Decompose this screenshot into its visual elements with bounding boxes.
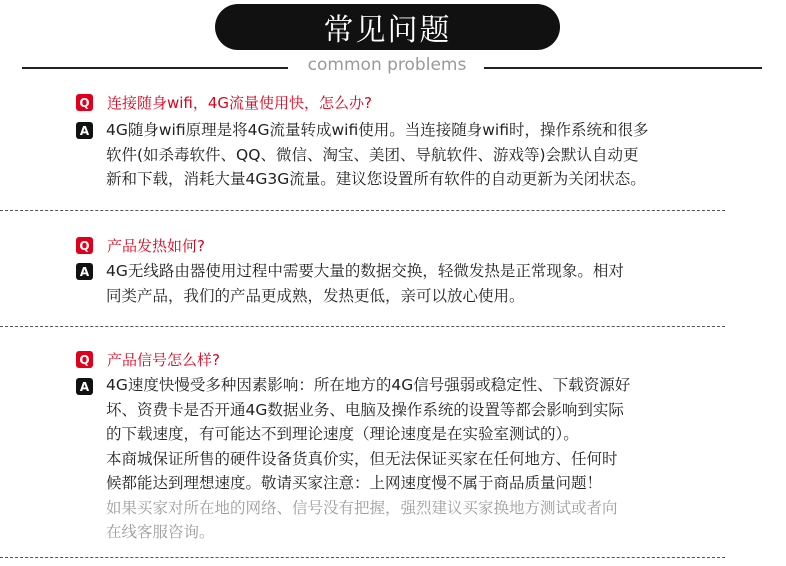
q-badge-icon: Q xyxy=(76,351,93,368)
faq-question: 连接随身wifi，4G流量使用快，怎么办? xyxy=(107,94,373,112)
header-rule-right xyxy=(484,67,762,69)
faq-answer xyxy=(106,259,706,308)
page-subtitle: common problems xyxy=(307,55,467,75)
header-rule-left xyxy=(22,67,288,69)
q-badge-icon: Q xyxy=(76,237,93,254)
a-badge-icon: A xyxy=(76,263,93,280)
faq-question-row xyxy=(76,349,220,370)
page-title: 常见问题 xyxy=(215,4,560,50)
answer-line: 坏、资费卡是否开通4G数据业务、电脑及操作系统的设置等都会影响到实际 xyxy=(106,400,624,419)
answer-line: 4G速度快慢受多种因素影响：所在地方的4G信号强弱或稳定性、下载资源好 xyxy=(106,376,631,394)
answer-line: 的下载速度，有可能达不到理论速度（理论速度是在实验室测试的）。 xyxy=(106,425,579,443)
faq-answer xyxy=(106,373,706,545)
a-badge-icon: A xyxy=(76,378,93,395)
answer-muted-line: 如果买家对所在地的网络、信号没有把握，强烈建议买家换地方测试或者向 xyxy=(106,498,618,517)
answer-line: 4G无线路由器使用过程中需要大量的数据交换，轻微发热是正常现象。相对 xyxy=(106,262,624,280)
answer-muted-line: 在线客服咨询。 xyxy=(106,523,215,541)
answer-line: 软件(如杀毒软件、QQ、微信、淘宝、美团、导航软件、游戏等)会默认自动更 xyxy=(106,145,639,164)
faq-question-row xyxy=(76,92,372,113)
answer-line: 4G随身wifi原理是将4G流量转成wifi使用。当连接随身wifi时，操作系统和很多 xyxy=(106,121,649,139)
answer-line: 候都能达到理想速度。敬请买家注意：上网速度慢不属于商品质量问题！ xyxy=(106,474,603,492)
faq-question: 产品信号怎么样? xyxy=(107,351,220,369)
q-badge-icon: Q xyxy=(76,94,93,111)
answer-line: 本商城保证所售的硬件设备货真价实，但无法保证买家在任何地方、任何时 xyxy=(106,449,618,468)
faq-question-row xyxy=(76,235,205,256)
faq-question: 产品发热如何? xyxy=(107,237,205,255)
dashed-divider xyxy=(0,210,725,211)
dashed-divider xyxy=(0,557,725,558)
answer-line: 新和下载，消耗大量4G3G流量。建议您设置所有软件的自动更新为关闭状态。 xyxy=(106,170,646,188)
dashed-divider xyxy=(0,326,725,327)
faq-answer xyxy=(106,118,706,192)
answer-line: 同类产品，我们的产品更成熟，发热更低，亲可以放心使用。 xyxy=(106,286,525,305)
a-badge-icon: A xyxy=(76,122,93,139)
